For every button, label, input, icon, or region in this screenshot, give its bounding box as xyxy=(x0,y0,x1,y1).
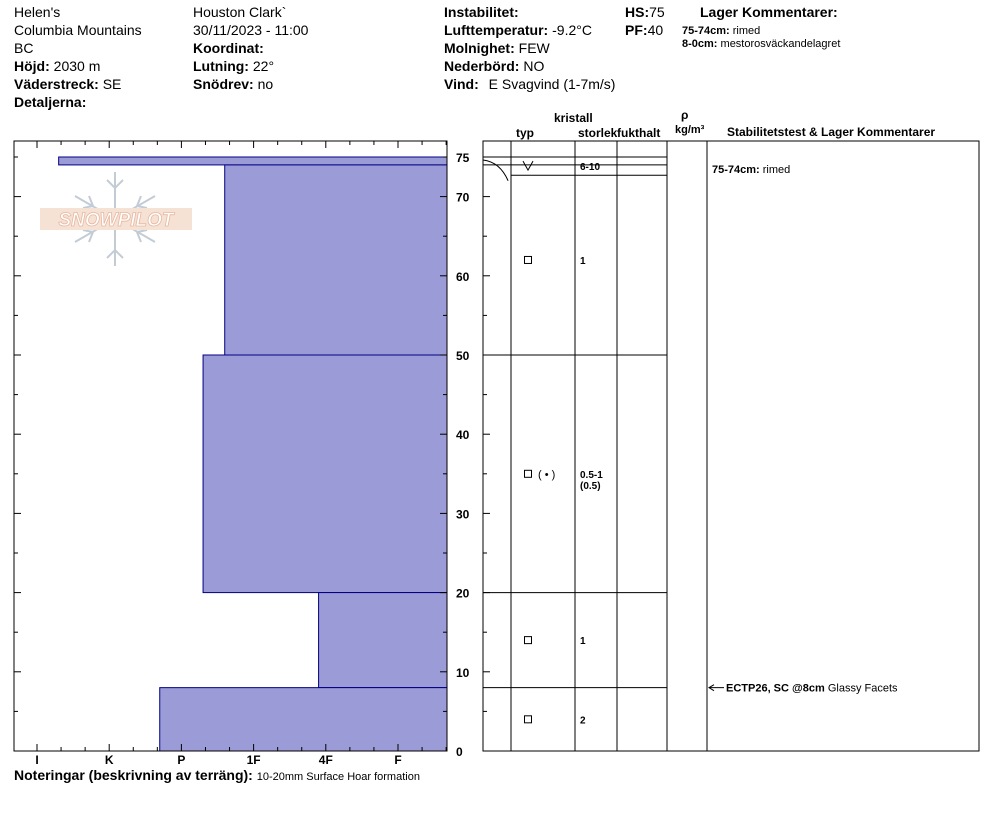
faceted-crystal-icon xyxy=(525,256,532,263)
location-region: BC xyxy=(14,40,34,56)
notes-label: Noteringar (beskrivning av terräng): xyxy=(14,767,253,783)
crystal-size-label: 1 xyxy=(580,636,586,648)
hardness-bar xyxy=(59,157,447,165)
crystal-size-label: 2 xyxy=(580,715,586,727)
faceted-crystal-icon xyxy=(525,716,532,723)
hs-value: 75 xyxy=(649,4,665,20)
hardness-tick-label: F xyxy=(394,753,402,767)
coordinates-label: Koordinat: xyxy=(193,40,264,56)
instability-label: Instabilitet: xyxy=(444,4,519,20)
location-name: Helen's xyxy=(14,4,61,20)
elevation-label: Höjd: xyxy=(14,58,50,74)
slope-value: 22° xyxy=(252,58,275,74)
rounding-facet-icon: ( • ) xyxy=(538,468,556,481)
pf-label: PF: xyxy=(625,22,648,38)
air-temp-value: -9.2°C xyxy=(552,22,592,38)
layer-comment-1-text: rimed xyxy=(732,25,761,37)
hardness-tick-label: K xyxy=(104,753,114,767)
size-header: storlek xyxy=(578,126,618,140)
depth-tick-label: 40 xyxy=(456,428,470,443)
layer-comments-title: Lager Kommentarer: xyxy=(700,4,838,20)
hardness-tick-label: I xyxy=(35,753,39,767)
crystal-size-secondary: (0.5) xyxy=(580,480,601,492)
stability-header: Stabilitetstest & Lager Kommentarer xyxy=(727,125,936,139)
hardness-tick-label: 4F xyxy=(318,753,333,767)
pf-value: 40 xyxy=(647,22,664,38)
sky-label: Molnighet: xyxy=(444,40,515,56)
layer-comment-2-range: 8-0cm: xyxy=(682,38,718,50)
moisture-header: fukthalt xyxy=(617,126,661,140)
notes-row xyxy=(14,767,420,783)
crystal-header: kristall xyxy=(554,111,593,125)
hardness-tick-label: 1F xyxy=(246,753,261,767)
crystal-size-label: 1 xyxy=(580,255,586,267)
hardness-bar xyxy=(225,165,447,355)
depth-tick-label: 75 xyxy=(456,151,470,165)
faceted-crystal-icon xyxy=(525,470,532,477)
hardness-bar xyxy=(319,593,447,688)
surface-hoar-icon xyxy=(523,161,533,170)
depth-tick-label: 30 xyxy=(456,507,470,522)
precip-value: NO xyxy=(523,58,545,74)
temperature-profile xyxy=(483,160,508,181)
precip-label: Nederbörd: xyxy=(444,58,520,74)
slope-label: Lutning: xyxy=(193,58,249,74)
air-temp-label: Lufttemperatur: xyxy=(444,22,549,38)
density-unit: kg/m³ xyxy=(675,124,705,136)
faceted-crystal-icon xyxy=(525,637,532,644)
depth-tick-label: 10 xyxy=(456,665,470,680)
depth-tick-label: 50 xyxy=(456,349,470,363)
hardness-bar xyxy=(160,688,447,751)
wind-value: E Svagvind (1-7m/s) xyxy=(488,76,616,92)
aspect-value: SE xyxy=(102,76,122,92)
temperature-line xyxy=(483,160,508,181)
comment-range: 75-74cm: xyxy=(712,163,760,176)
sky-value: FEW xyxy=(518,40,550,56)
stability-annotations xyxy=(709,164,898,695)
hardness-bar xyxy=(203,355,447,593)
details-label: Detaljerna: xyxy=(14,94,87,110)
depth-tick-label: 70 xyxy=(456,190,470,205)
hs-label: HS: xyxy=(625,4,650,20)
observer-name: Houston Clark` xyxy=(193,4,287,20)
hardness-profile xyxy=(59,157,447,751)
stability-test-result: ECTP26, SC @8cm xyxy=(726,682,825,695)
density-symbol: ρ xyxy=(681,108,689,122)
location-range: Columbia Mountains xyxy=(14,22,142,38)
depth-tick-label: 60 xyxy=(456,269,470,284)
crystal-size-label: 0.5-1 xyxy=(580,469,603,481)
aspect-label: Väderstreck: xyxy=(14,76,99,92)
observation-datetime: 30/11/2023 - 11:00 xyxy=(193,22,309,38)
notes-text: 10-20mm Surface Hoar formation xyxy=(256,771,420,783)
comment-annotation xyxy=(712,164,790,176)
blowing-snow-label: Snödrev: xyxy=(193,76,254,92)
hardness-tick-label: P xyxy=(177,753,186,767)
stability-test-annotation xyxy=(726,683,898,695)
layer-table-frame xyxy=(483,141,979,751)
comment-text: rimed xyxy=(759,163,791,176)
wind-label: Vind: xyxy=(444,76,479,92)
type-header: typ xyxy=(516,126,534,140)
snowpilot-logo xyxy=(40,172,192,266)
stability-test-comment: Glassy Facets xyxy=(824,682,898,695)
logo-text: SNOWPILOT xyxy=(58,210,174,231)
layer-comment-1-range: 75-74cm: xyxy=(682,25,730,37)
blowing-snow-value: no xyxy=(257,76,274,92)
elevation-value: 2030 m xyxy=(53,58,101,74)
crystal-size-label: 6-10 xyxy=(580,162,601,174)
layer-table xyxy=(483,141,979,751)
depth-tick-label: 20 xyxy=(456,586,470,601)
layer-comment-2-text: mestorosväckandelagret xyxy=(720,38,841,50)
depth-tick-label: 0 xyxy=(456,745,463,759)
